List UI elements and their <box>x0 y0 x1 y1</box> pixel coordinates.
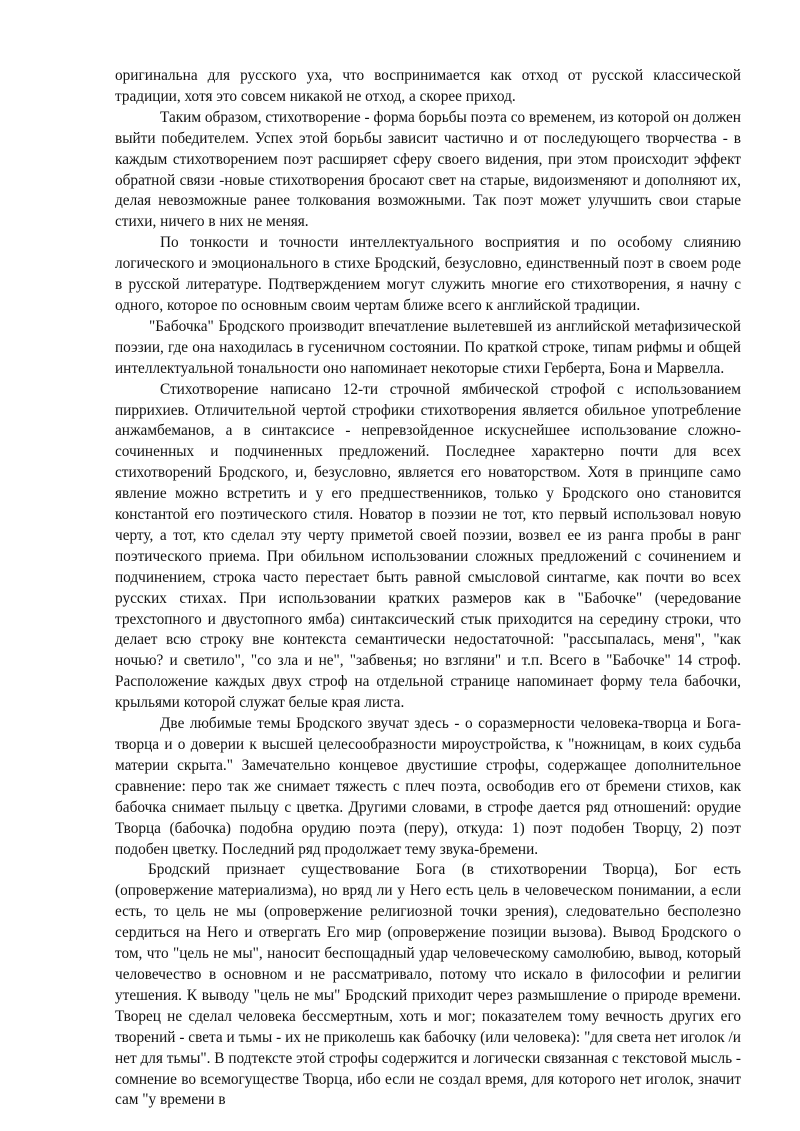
document-page <box>115 66 741 1111</box>
paragraph-5: Стихотворение написано 12-ти строчной ямбической строфой с использованием пиррихиев. Отличительной чертой строфики стихотворения является обильное употребление анжамбеманов, а в синтаксисе - непревзойденное искуснейшее использование сложно-сочиненных и подчиненных предложений. Последнее характерно почти для всех стихотворений Бродского, и, безусловно, является его новаторством. Хотя в принципе само явление можно встретить и у его предшественников, только у Бродского оно становится константой его поэтического стиля. Новатор в поэзии не тот, кто первый использовал новую черту, а тот, кто сделал эту черту приметой своей поэзии, возвел ее из ранга пробы в ранг поэтического приема. При обильном использовании сложных предложений с сочинением и подчинением, строка часто перестает быть равной смысловой синтагме, как почти во всех русских стихах. При использовании кратких размеров как в "Бабочке" (чередование трехстопного и двустопного ямба) синтаксический стык приходится на середину строки, что делает всю строку вне контекста семантически недостаточной: "рассыпалась, меня", "как ночью? и светило", "со зла и не", "забвенья; но взгляни" и т.п. Всего в "Бабочке" 14 строф. Расположение каждых двух строф на отдельной странице напоминает форму тела бабочки, крыльями которой служат белые края листа. <box>115 380 741 712</box>
paragraph-7: Бродский признает существование Бога (в стихотворении Творца), Бог есть (опровержение материализма), но вряд ли у Него есть цель в человеческом понимании, а если есть, то цель не мы (опровержение религиозной точки зрения), следовательно бесполезно сердиться на Него и отвергать Его мир (опровержение позиции вызова). Вывод Бродского о том, что "цель не мы", наносит беспощадный удар человеческому самолюбию, вывод, который человечество в основном и не рассматривало, потому что искало в философии и религии утешения. К выводу "цель не мы" Бродский приходит через размышление о природе времени. Творец не сделал человека бессмертным, хоть и мог; показателем тому вечность других его творений - света и тьмы - их не приколешь как бабочку (или человека): "для света нет иголок /и нет для тьмы". В подтексте этой строфы содержится и логически связанная с текстовой мысль - сомнение во всемогуществе Творца, ибо если не создал время, для которого нет иголок, значит сам "у времени в <box>115 861 741 1109</box>
paragraph-1: оригинальна для русского уха, что воспринимается как отход от русской классической традиции, хотя это совсем никакой не отход, а скорее приход. <box>115 67 741 105</box>
paragraph-6: Две любимые темы Бродского звучат здесь - о соразмерности человека-творца и Бога-творца и о доверии к высшей целесообразности мироустройства, к "ножницам, в коих судьба материи скрыта." Замечательно концевое двустишие строфы, содержащее дополнительное сравнение: перо так же снимает тяжесть с плеч поэта, освободив его от бремени стихов, как бабочка снимает пыльцу с цветка. Другими словами, в строфе дается ряд отношений: орудие Творца (бабочка) подобна орудию поэта (перу), откуда: 1) поэт подобен Творцу, 2) поэт подобен цветку. Последний ряд продолжает тему звука-бремени. <box>115 715 741 858</box>
paragraph-3: По тонкости и точности интеллектуального восприятия и по особому слиянию логического и эмоционального в стихе Бродский, безусловно, единственный поэт в своем роде в русской литературе. Подтверждением могут служить многие его стихотворения, я начну с одного, которое по основным своим чертам ближе всего к английской традиции. <box>115 234 741 314</box>
paragraph-4: "Бабочка" Бродского производит впечатление вылетевшей из английской метафизической поэзии, где она находилась в гусеничном состоянии. По краткой строке, типам рифмы и общей интеллектуальной тональности оно напоминает некоторые стихи Герберта, Бона и Марвелла. <box>115 317 741 377</box>
paragraph-2: Таким образом, стихотворение - форма борьбы поэта со временем, из которой он должен выйти победителем. Успех этой борьбы зависит частично и от последующего творчества - в каждым стихотворением поэт расширяет сферу своего видения, при этом происходит эффект обратной связи -новые стихотворения бросают свет на старые, видоизменяют и дополняют их, делая невозможные ранее толкования возможными. Так поэт может улучшить свои старые стихи, ничего в них не меняя. <box>115 108 741 231</box>
